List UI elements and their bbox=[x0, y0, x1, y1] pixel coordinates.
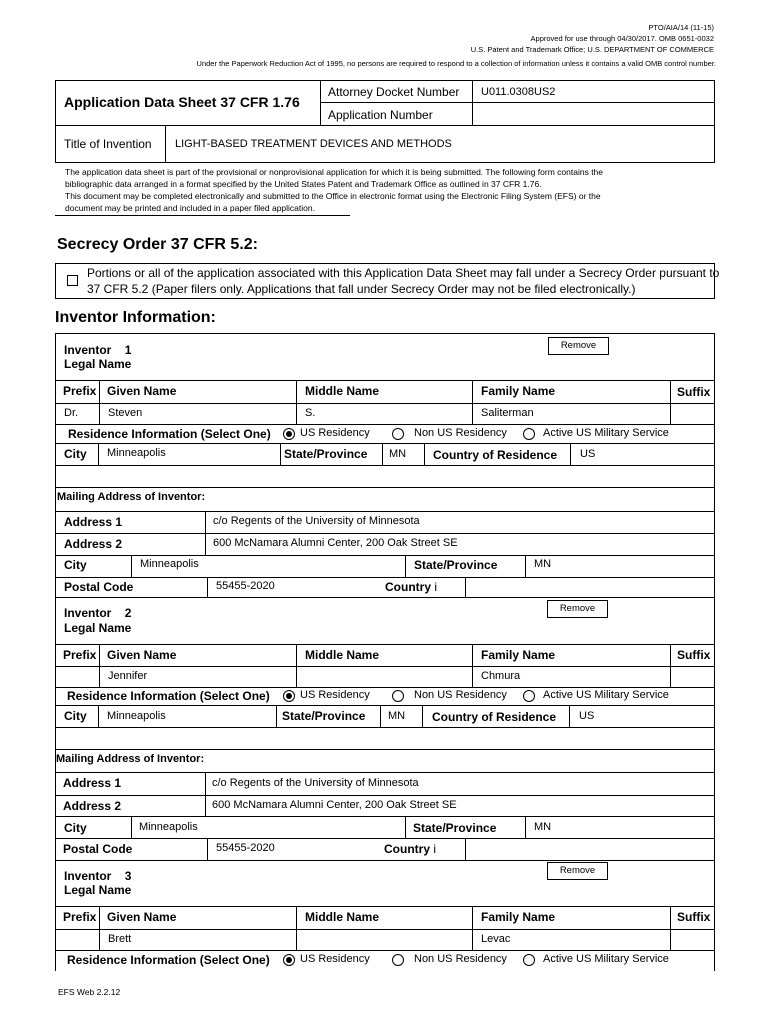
ads-note-line-2: bibliographic data arranged in a format specified by the United States Patent and Trademark Office as outlined in 37 CFR 1.76. bbox=[65, 179, 542, 189]
legal-name-label-3: Legal Name bbox=[64, 883, 132, 897]
invention-title-value[interactable]: LIGHT-BASED TREATMENT DEVICES AND METHODS bbox=[175, 138, 452, 150]
inventor-3-us-residency-radio[interactable] bbox=[283, 954, 295, 966]
military-label-3: Active US Military Service bbox=[543, 953, 669, 965]
prefix-header: Prefix bbox=[63, 384, 97, 398]
inventor-1-address-2[interactable]: 600 McNamara Alumni Center, 200 Oak Street SE bbox=[213, 537, 458, 549]
address-1-label: Address 1 bbox=[64, 515, 123, 529]
inventor-1-us-residency-radio[interactable] bbox=[283, 428, 295, 440]
mailing-address-label: Mailing Address of Inventor: bbox=[57, 491, 206, 503]
suffix-header-3: Suffix bbox=[677, 910, 711, 924]
residence-label: Residence Information (Select One) bbox=[68, 427, 271, 441]
inventor-2-city[interactable]: Minneapolis bbox=[107, 710, 166, 722]
inventor-2-family-name[interactable]: Chmura bbox=[481, 670, 521, 682]
inventor-2-military-radio[interactable] bbox=[523, 690, 535, 702]
pra-notice: Under the Paperwork Reduction Act of 1995, no persons are required to respond to a collection of information unless it contains a valid OMB control number. bbox=[196, 59, 716, 68]
ads-title: Application Data Sheet 37 CFR 1.76 bbox=[64, 94, 300, 110]
mail-city-label: City bbox=[64, 558, 87, 572]
secrecy-text-2: 37 CFR 5.2 (Paper filers only. Applications that fall under Secrecy Order may not be filed electronically.) bbox=[87, 282, 636, 296]
inventor-2-mail-city[interactable]: Minneapolis bbox=[139, 821, 198, 833]
residence-label-3: Residence Information (Select One) bbox=[67, 953, 270, 967]
inventor-3-non-us-residency-radio[interactable] bbox=[392, 954, 404, 966]
mailing-address-label-2: Mailing Address of Inventor: bbox=[56, 753, 205, 765]
given-name-header-2: Given Name bbox=[107, 648, 177, 662]
secrecy-text-1: Portions or all of the application associated with this Application Data Sheet may fall under a Secrecy Order pursuant to bbox=[87, 266, 720, 280]
inventor-2-non-us-residency-radio[interactable] bbox=[392, 690, 404, 702]
inventor-1-prefix[interactable]: Dr. bbox=[64, 407, 79, 419]
military-label-2: Active US Military Service bbox=[543, 689, 669, 701]
non-us-residency-label-3: Non US Residency bbox=[414, 953, 507, 965]
secrecy-title: Secrecy Order 37 CFR 5.2: bbox=[57, 236, 258, 253]
country-label: Country i bbox=[385, 580, 438, 594]
inventor-1-family-name[interactable]: Saliterman bbox=[481, 407, 534, 419]
given-name-header-3: Given Name bbox=[107, 910, 177, 924]
ads-note-line-3: This document may be completed electronically and submitted to the Office in electronic format using the Electronic Filing System (EFS) or the bbox=[65, 191, 601, 201]
inventor-1-given-name[interactable]: Steven bbox=[108, 407, 143, 419]
inventor-1-military-radio[interactable] bbox=[523, 428, 535, 440]
inventor-2-country[interactable]: US bbox=[579, 710, 595, 722]
middle-name-header: Middle Name bbox=[305, 384, 380, 398]
inventor-2-postal-code[interactable]: 55455-2020 bbox=[216, 842, 275, 854]
inventor-3-heading: Inventor 3 bbox=[64, 869, 132, 883]
ads-note-line-1: The application data sheet is part of the provisional or nonprovisional application for which it is being submitted. The following form contains the bbox=[65, 167, 604, 177]
city-label-2: City bbox=[64, 709, 87, 723]
state-label: State/Province bbox=[284, 447, 368, 461]
ads-note-line-4: document may be printed and included in a paper filed application. bbox=[65, 203, 315, 213]
country-residence-label: Country of Residence bbox=[433, 448, 558, 462]
us-residency-label: US Residency bbox=[300, 427, 370, 439]
inventor-1-postal-code[interactable]: 55455-2020 bbox=[216, 580, 275, 592]
mail-state-label-2: State/Province bbox=[413, 821, 497, 835]
remove-inventor-1-button[interactable]: Remove bbox=[548, 337, 609, 355]
family-name-header: Family Name bbox=[481, 384, 556, 398]
family-name-header-2: Family Name bbox=[481, 648, 556, 662]
omb-approval: Approved for use through 04/30/2017. OMB 0651-0032 bbox=[530, 34, 714, 43]
residence-label-2: Residence Information (Select One) bbox=[67, 689, 270, 703]
docket-label: Attorney Docket Number bbox=[328, 85, 460, 99]
inventor-left-border bbox=[55, 333, 56, 971]
docket-value[interactable]: U011.0308US2 bbox=[481, 86, 556, 98]
suffix-header-2: Suffix bbox=[677, 648, 711, 662]
us-residency-label-2: US Residency bbox=[300, 689, 370, 701]
city-label: City bbox=[64, 447, 87, 461]
footer-version: EFS Web 2.2.12 bbox=[58, 987, 121, 997]
middle-name-header-3: Middle Name bbox=[305, 910, 380, 924]
inventor-3-military-radio[interactable] bbox=[523, 954, 535, 966]
inventor-1-mail-state[interactable]: MN bbox=[534, 558, 552, 570]
address-2-label: Address 2 bbox=[64, 537, 123, 551]
given-name-header: Given Name bbox=[107, 384, 177, 398]
military-label: Active US Military Service bbox=[543, 427, 669, 439]
form-id: PTO/AIA/14 (11-15) bbox=[648, 23, 714, 32]
country-residence-label-2: Country of Residence bbox=[432, 710, 557, 724]
inventor-1-city[interactable]: Minneapolis bbox=[107, 447, 166, 459]
family-name-header-3: Family Name bbox=[481, 910, 556, 924]
inventor-2-mail-state[interactable]: MN bbox=[534, 821, 552, 833]
inventor-2-address-2[interactable]: 600 McNamara Alumni Center, 200 Oak Street SE bbox=[212, 799, 457, 811]
inventor-3-given-name[interactable]: Brett bbox=[108, 933, 132, 945]
legal-name-label-2: Legal Name bbox=[64, 621, 132, 635]
inventor-2-address-1[interactable]: c/o Regents of the University of Minnesota bbox=[212, 777, 419, 789]
secrecy-checkbox[interactable] bbox=[67, 275, 78, 286]
address-1-label-2: Address 1 bbox=[63, 776, 122, 790]
inventor-section-title: Inventor Information: bbox=[55, 309, 216, 326]
inventor-2-heading: Inventor 2 bbox=[64, 606, 132, 620]
us-residency-label-3: US Residency bbox=[300, 953, 370, 965]
non-us-residency-label-2: Non US Residency bbox=[414, 689, 507, 701]
non-us-residency-label: Non US Residency bbox=[414, 427, 507, 439]
country-label-2: Country i bbox=[384, 842, 437, 856]
prefix-header-2: Prefix bbox=[63, 648, 97, 662]
application-number-label: Application Number bbox=[328, 108, 433, 122]
remove-inventor-3-button[interactable]: Remove bbox=[547, 862, 608, 880]
suffix-header: Suffix bbox=[677, 385, 711, 399]
inventor-right-border bbox=[714, 333, 715, 971]
inventor-1-middle-name[interactable]: S. bbox=[305, 407, 316, 419]
inventor-2-state[interactable]: MN bbox=[388, 710, 406, 722]
remove-inventor-2-button[interactable]: Remove bbox=[547, 600, 608, 618]
invention-title-label: Title of Invention bbox=[64, 137, 152, 151]
inventor-1-non-us-residency-radio[interactable] bbox=[392, 428, 404, 440]
address-2-label-2: Address 2 bbox=[63, 799, 122, 813]
postal-code-label: Postal Code bbox=[64, 580, 134, 594]
middle-name-header-2: Middle Name bbox=[305, 648, 380, 662]
inventor-2-given-name[interactable]: Jennifer bbox=[108, 670, 148, 682]
inventor-1-state[interactable]: MN bbox=[389, 448, 407, 460]
agency-line: U.S. Patent and Trademark Office; U.S. DEPARTMENT OF COMMERCE bbox=[470, 45, 714, 54]
mail-state-label: State/Province bbox=[414, 558, 498, 572]
legal-name-label: Legal Name bbox=[64, 357, 132, 371]
state-label-2: State/Province bbox=[282, 709, 366, 723]
inventor-1-country[interactable]: US bbox=[580, 448, 596, 460]
inventor-1-heading: Inventor 1 bbox=[64, 343, 132, 357]
inventor-2-us-residency-radio[interactable] bbox=[283, 690, 295, 702]
inventor-1-address-1[interactable]: c/o Regents of the University of Minnesota bbox=[213, 515, 420, 527]
inventor-1-mail-city[interactable]: Minneapolis bbox=[140, 558, 199, 570]
inventor-3-family-name[interactable]: Levac bbox=[481, 933, 511, 945]
postal-code-label-2: Postal Code bbox=[63, 842, 133, 856]
mail-city-label-2: City bbox=[64, 821, 87, 835]
prefix-header-3: Prefix bbox=[63, 910, 97, 924]
